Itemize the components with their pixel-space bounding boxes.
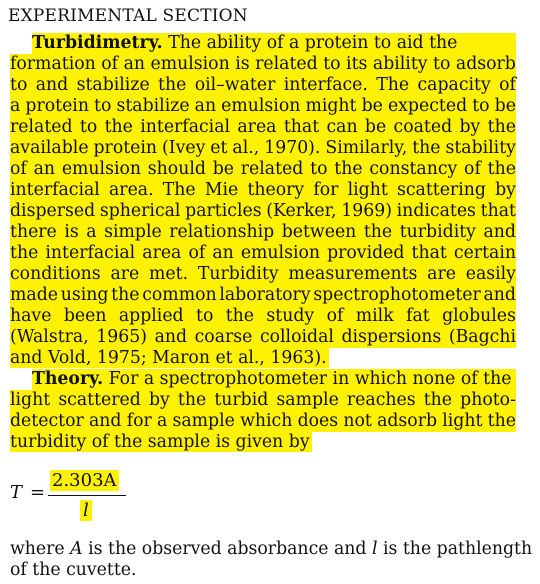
paragraph-line: detector and for a sample which does not adsorb light the	[10, 411, 516, 431]
paragraph-line: available protein (Ivey et al., 1970). Similarly, the stability	[10, 138, 516, 158]
paragraph-line	[10, 348, 329, 369]
paragraph-line: of an emulsion should be related to the constancy of the	[10, 159, 516, 179]
paragraph-line: a protein to stabilize an emulsion might be expected to be	[10, 96, 516, 116]
paragraph-line	[10, 432, 312, 453]
equation-denominator: l	[80, 500, 92, 521]
footer-line	[10, 539, 532, 559]
section-heading: EXPERIMENTAL SECTION	[8, 6, 248, 26]
footer-text: is the observed absorbance and	[82, 539, 372, 559]
paragraph-text: turbidity of the sample is given by	[10, 432, 310, 452]
paragraph-line: (Walstra, 1965) and coarse colloidal dispersions (Bagchi	[10, 327, 516, 347]
equation-equals: =	[30, 482, 46, 503]
paragraph-text: For a spectrophotometer in which none of the	[108, 369, 512, 389]
footer-text: is the pathlength	[377, 539, 533, 559]
variable-A: A	[70, 539, 83, 559]
footer-line: of the cuvette.	[10, 560, 137, 580]
equation-numerator: 2.303A	[52, 470, 117, 491]
paragraph-line: the interfacial area of an emulsion provided that certain	[10, 243, 516, 263]
paragraph-line: made using the common laboratory spectrophotometer and	[10, 285, 516, 305]
paragraph-line: interfacial area. The Mie theory for light scattering by	[10, 180, 516, 200]
paragraph-line: conditions are met. Turbidity measurements are easily	[10, 264, 516, 284]
paragraph-text: The ability of a protein to aid the	[168, 33, 458, 53]
paragraph-line	[32, 369, 516, 390]
equation-lhs: T	[10, 482, 23, 503]
paragraph-line: to and stabilize the oil–water interface. The capacity of	[10, 75, 516, 95]
paragraph-line: have been applied to the study of milk fat globules	[10, 306, 516, 326]
fraction-bar	[48, 495, 126, 496]
paragraph-line: formation of an emulsion is related to its ability to adsorb	[10, 54, 516, 74]
footer-text: where	[10, 539, 71, 559]
paragraph-line	[32, 33, 516, 54]
paragraph-text: and Vold, 1975; Maron et al., 1963).	[10, 348, 327, 368]
paragraph-heading-theory: Theory.	[32, 369, 104, 389]
paragraph-line: related to the interfacial area that can be coated by the	[10, 117, 516, 137]
paragraph-line: there is a simple relationship between the turbidity and	[10, 222, 516, 242]
paragraph-heading-turbidimetry: Turbidimetry.	[32, 33, 163, 53]
paragraph-line: dispersed spherical particles (Kerker, 1969) indicates that	[10, 201, 516, 221]
paragraph-line: light scattered by the turbid sample reaches the photo-	[10, 390, 516, 410]
variable-l: l	[371, 539, 378, 559]
